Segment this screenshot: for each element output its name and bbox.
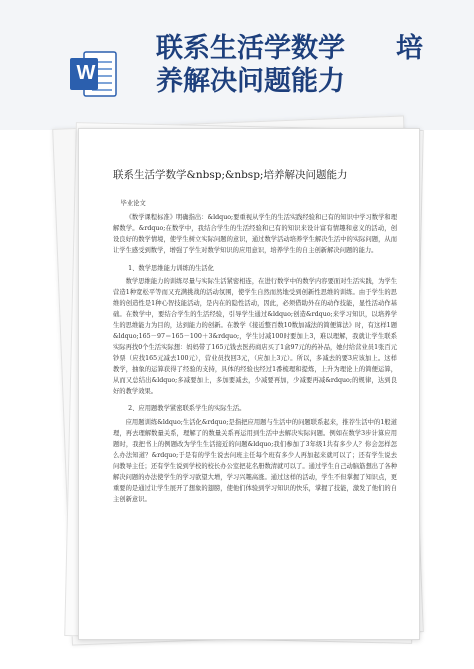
document-preview[interactable] (78, 128, 420, 640)
section-heading: 1、数学思维能力训练的生活化 (128, 264, 214, 272)
page-header (0, 0, 474, 130)
paragraph: 数学思维能力的训练尽量与实际生活紧密相连，在进行数学中的数学内容要面对生活实践，为学生营造1种宽松平等而又充满挑战的活动氛围，使学生自然而然地受到创新性思维的训练。由于学生的思维的创造性是1种心智技能活动，是内在的隐性活动，因此，必须借助外在的动作技能，显性活动作基础。在数学中，要结合学生的生活经验，引导学生通过&ldquo;创造&rdquo;来学习知识，以培养学生的思维能力为目的，达到能力的创新。在教学《接近整百数10数加减法的简便算法》时，有这样1题&ldquo;165－97＝165－100＋3&rdquo;，学生讨减100时要加上3，难以理解，我就让学生联系实际再找0个生活实际想：妈妈带了165元钱去医药商店买了1盒97元的药补品，她付给营业员1张百元钞票（应找165元减去100元），营业员找回3元，（应加上3元）。所以，多减去的要3应该加上。这样教学，抽象的运算获得了经验的支持，具体的经验也经过1番梳理和提炼，上升为理论上的简便运算，从而又总结出&ldquo;多减要加上，多加要减去，少减要再加，少减要再减&rdquo;的规律，达到良好的教学效果。 (113, 278, 397, 395)
document-title: 联系生活学数学&nbsp;&nbsp;培养解决问题能力 (113, 169, 348, 181)
document-body (113, 199, 397, 506)
page-title-line-1: 联系生活学数学 (156, 33, 345, 64)
paragraph: 应用题训练&ldquo;生活化&rdquo;是指把应用题与生活中的问题联系起来，推荐生活中的1般道理，再去理解数量关系，理解了的数量关系再运用到生活中去解决实际问题。例如在数学3步计算应用题时，我把书上的例题改为学生生活接近的问题&ldquo;我们参加了3年级1共有多少人？你会怎样怎么办法知道？&rdquo;于是有的学生说去问班主任每个班有多少人再加起来就可以了；还有学生说去问教导主任；还有学生说到学校的校长办公室把花名册数清就可以了。通过学生自己动脑筋想出了各种解决问题的办法使学生的学习欲望大增，学习兴趣高涨。通过这样的活动，学生不但掌握了知识点，更重要的是通过让学生展开了想象的翅膀，使他们体验到学习知识的快乐，掌握了技能，激发了他们的自主创新意识。 (113, 419, 397, 503)
page-title-line-2: 养解决问题能力 (156, 66, 345, 97)
page-title-line-1-tail: 培 (396, 33, 423, 64)
word-icon-letter: W (76, 62, 96, 84)
document-label: 毕业论文 (120, 200, 146, 207)
section-heading: 2、应用题教学紧密联系学生的实际生活。 (128, 405, 246, 413)
paragraph: 《数学课程标准》明确指出：&ldquo;要重视从学生的生活实践经验和已有的知识中学习数学和理解数学。&rdquo;在数学中，我结合学生的生活经验和已有的知识来设计富有情趣和意义的活动，创设良好的数学情境，使学生树立实际问题的意识，通过数学活动培养学生解决生活中的实际问题，从而让学生感受到数学，增强了学生对数学知识的应用意识，培养学生的自主创新解决问题的能力。 (113, 213, 397, 254)
